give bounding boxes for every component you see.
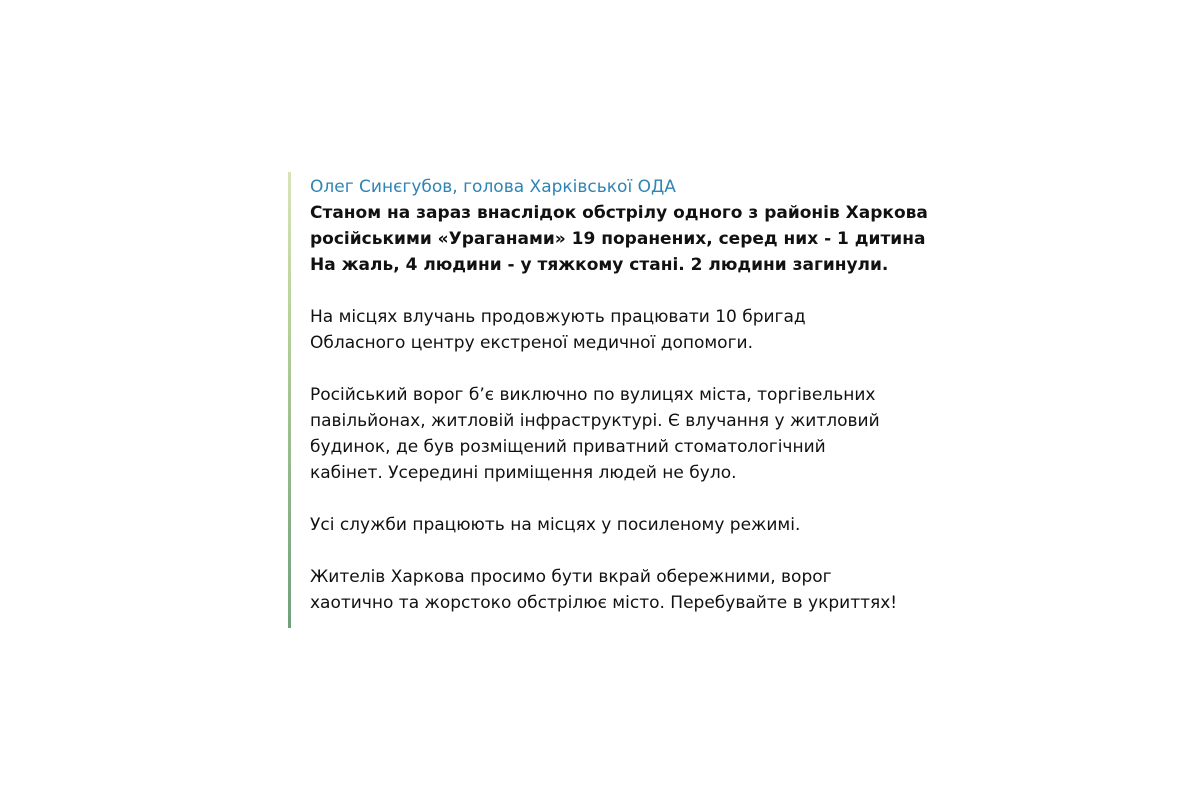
paragraph-line: павільйонах, житловій інфраструктурі. Є влучання у житловий: [310, 411, 880, 431]
lead-line: російськими «Ураганами» 19 поранених, серед них - 1 дитина: [310, 229, 926, 249]
paragraph-line: кабінет. Усередині приміщення людей не було.: [310, 463, 737, 483]
paragraph-line: хаотично та жорстоко обстрілює місто. Перебувайте в укриттях!: [310, 593, 898, 613]
paragraph-line: На місцях влучань продовжують працювати 10 бригад: [310, 307, 806, 327]
paragraph-enemy-strikes: [310, 382, 948, 486]
lead-line: Станом на зараз внаслідок обстрілу одного з районів Харкова: [310, 203, 928, 223]
lead-statement: [310, 200, 948, 278]
paragraph-line: Обласного центру екстреної медичної допомоги.: [310, 333, 753, 353]
paragraph-line: Жителів Харкова просимо бути вкрай обережними, ворог: [310, 567, 832, 587]
quote-block: [288, 172, 948, 628]
quote-bar: [288, 172, 291, 628]
author-name: Олег Синєгубов, голова Харківської ОДА: [310, 177, 676, 197]
lead-line: На жаль, 4 людини - у тяжкому стані. 2 людини загинули.: [310, 255, 889, 275]
paragraph-services: [310, 512, 948, 538]
paragraph-warning: [310, 564, 948, 616]
paragraph-medical-teams: [310, 304, 948, 356]
paragraph-line: Усі служби працюють на місцях у посиленому режимі.: [310, 515, 801, 535]
paragraph-line: Російський ворог б’є виключно по вулицях міста, торгівельних: [310, 385, 876, 405]
paragraph-line: будинок, де був розміщений приватний стоматологічний: [310, 437, 826, 457]
